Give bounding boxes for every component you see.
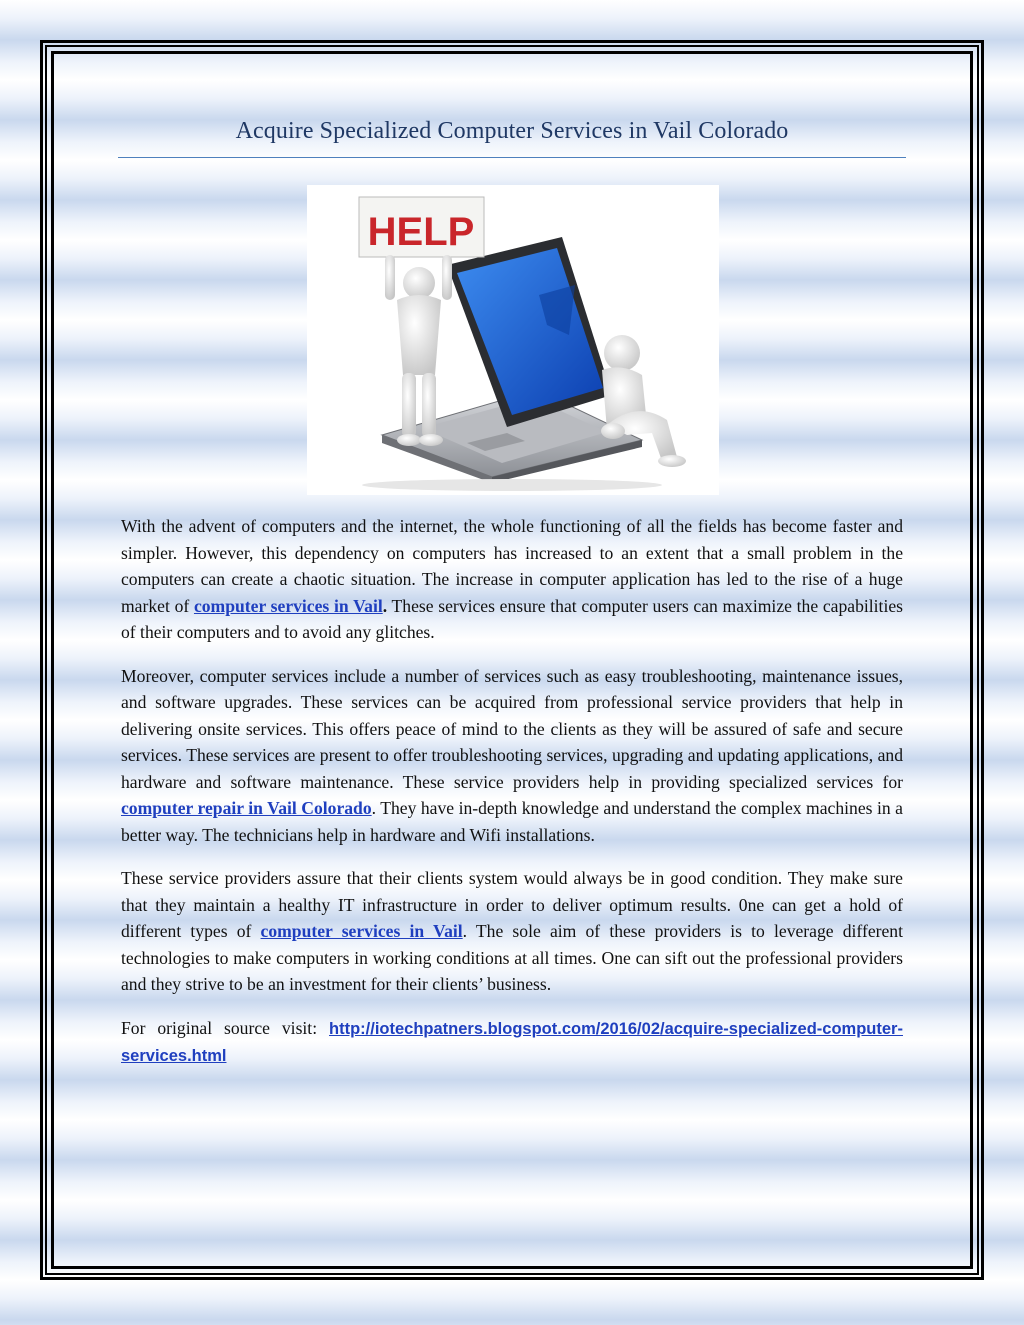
link-computer-repair-vail-colorado[interactable]: computer repair in Vail Colorado: [121, 798, 372, 818]
article-body: [121, 513, 903, 1087]
page-title: Acquire Specialized Computer Services in Vail Colorado: [235, 118, 789, 144]
source-url-link[interactable]: http://iotechpatners.blogspot.com/2016/02/acquire-specialized-computer-services.html: [121, 1019, 903, 1065]
source-line: [121, 1015, 903, 1070]
source-label: For original source visit:: [121, 1017, 318, 1038]
title-underline: [118, 157, 906, 158]
link-computer-services-vail[interactable]: computer services in Vail: [193, 595, 383, 616]
help-illustration: [307, 185, 719, 495]
paragraph-services: Moreover, computer services include a number of services such as easy troubleshooting, maintenance issues, and software upgrades. These services can be acquired from professional service providers that help in delivering onsite services. This offers peace of mind to the clients as they will be assured of safe and secure services. These services are present to offer troubleshooting services, upgrading and updating applications, and hardware and software maintenance. These service providers help in providing specialized services for computer repair in Vail Colorado. They have in-depth knowledge and understand the complex machines in a better way. The technicians help in hardware and Wifi installations.: [121, 665, 903, 845]
help-sign-text: HELP: [367, 210, 475, 254]
link-computer-services-vail-2[interactable]: computer services in Vail: [260, 921, 463, 941]
paragraph-intro: With the advent of computers and the internet, the whole functioning of all the fields has become faster and simpler. However, this dependency on computers has increased to an extent that a small problem in the computers can create a chaotic situation. The increase in computer application has led to the rise of a huge market of computer services in Vail. These services ensure that computer users can maximize the capabilities of their computers and to avoid any glitches.: [121, 516, 903, 642]
paragraph-providers: These service providers assure that their clients system would always be in good condition. They make sure that they maintain a healthy IT infrastructure in order to deliver optimum results. 0ne can get a hold of different types of computer services in Vail. The sole aim of these providers is to leverage different technologies to make computers in working conditions at all times. One can sift out the professional providers and they strive to be an investment for their clients’ business.: [121, 868, 903, 994]
